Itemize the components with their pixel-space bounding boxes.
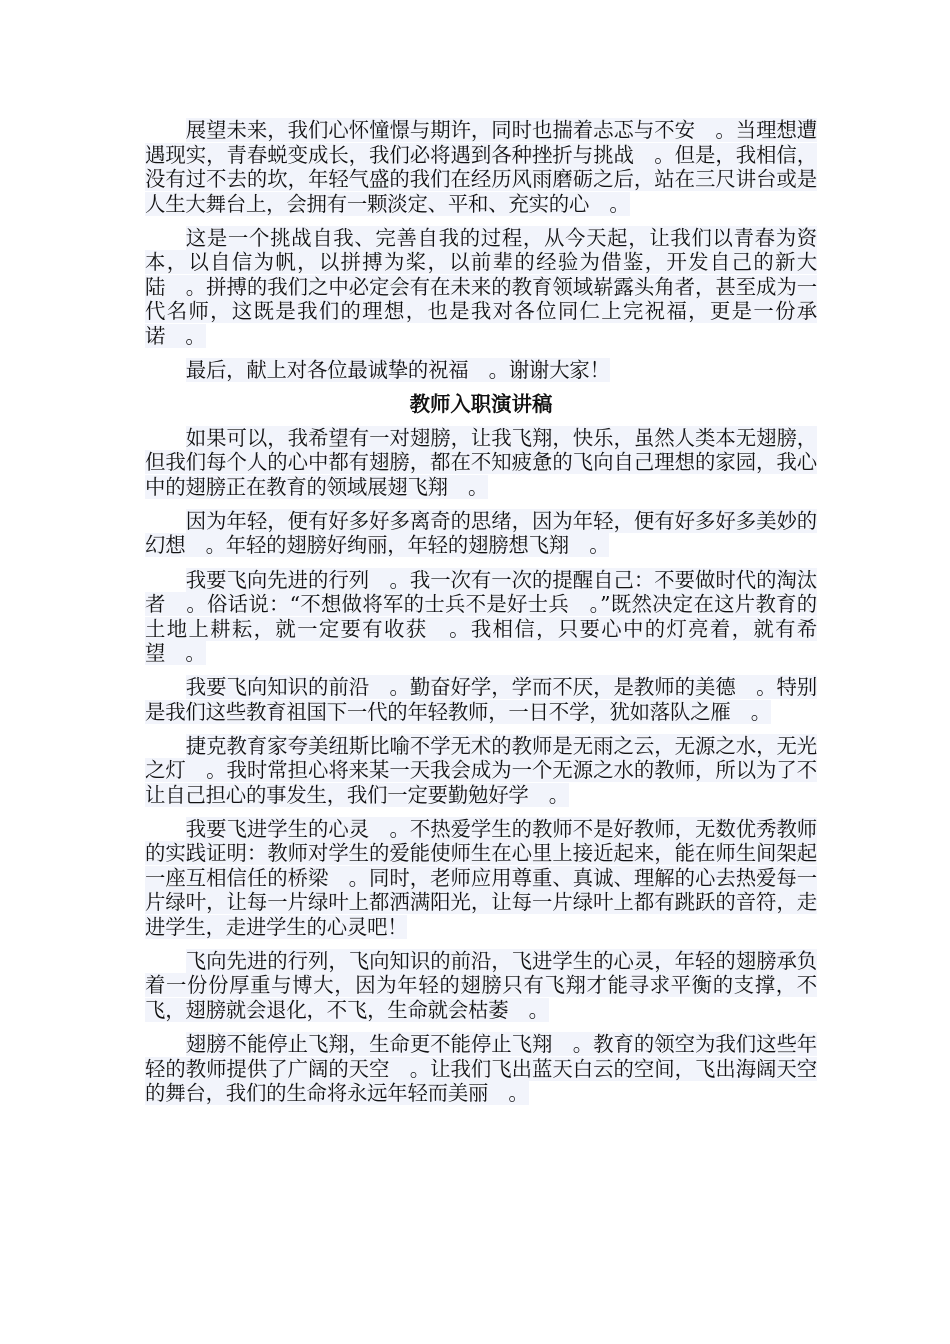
paragraph-text: 这是一个挑战自我、完善自我的过程，从今天起，让我们以青春为资本，以自信为帆，以拼搏为桨，以前辈的经验为借鉴，开发自己的新大陆 。拼搏的我们之中必定会有在未来的教育领域崭露头角者，甚至成为一代名师，这既是我们的理想，也是我对各位同仁上完祝福，更是一份承诺 。 [145, 225, 817, 348]
paragraph-students-hearts [145, 817, 817, 940]
paragraph-wings [145, 426, 817, 500]
paragraph-text: 我要飞向知识的前沿 。勤奋好学，学而不厌，是教师的美德 。特别是我们这些教育祖国下一代的年轻教师，一日不学，犹如落队之雁 。 [145, 675, 817, 724]
paragraph-text: 如果可以，我希望有一对翅膀，让我飞翔，快乐，虽然人类本无翅膀，但我们每个人的心中都有翅膀，都在不知疲惫的飞向自己理想的家园，我心中的翅膀正在教育的领域展翅飞翔 。 [145, 425, 817, 499]
paragraph-advanced-ranks [145, 568, 817, 666]
paragraph-text: 翅膀不能停止飞翔，生命更不能停止飞翔 。教育的领空为我们这些年轻的教师提供了广阔的天空 。让我们飞出蓝天白云的空间，飞出海阔天空的舞台，我们的生命将永远年轻而美丽 。 [145, 1032, 817, 1106]
speech-title: 教师入职演讲稿 [409, 391, 553, 416]
paragraph-knowledge-frontier [145, 675, 817, 724]
paragraph-outlook [145, 118, 817, 216]
paragraph-text: 我要飞进学生的心灵 。不热爱学生的教师不是好教师，无数优秀教师的实践证明：教师对学生的爱能使师生在心里上接近起来，能在师生间架起一座互相信任的桥梁 。同时，老师应用尊重、真诚、理解的心去热爱每一片绿叶，让每一片绿叶上都洒满阳光，让每一片绿叶上都有跳跃的音符，走进学生，走进学生的心灵吧！ [145, 816, 817, 939]
document-page [145, 118, 817, 1115]
paragraph-text: 飞向先进的行列，飞向知识的前沿，飞进学生的心灵，年轻的翅膀承负着一份份厚重与博大，因为年轻的翅膀只有飞翔才能寻求平衡的支撑，不飞，翅膀就会退化，不飞，生命就会枯萎 。 [145, 948, 817, 1022]
paragraph-text: 我要飞向先进的行列 。我一次有一次的提醒自己：不要做时代的淘汰者 。俗话说：“不想做将军的士兵不是好士兵 。”既然决定在这片教育的土地上耕耘，就一定要有收获 。我相信，只要心中的灯亮着，就有希望 。 [145, 567, 817, 666]
paragraph-challenge [145, 226, 817, 349]
paragraph-text: 展望未来，我们心怀憧憬与期许，同时也揣着忐忑与不安 。当理想遭遇现实，青春蜕变成长，我们必将遇到各种挫折与挑战 。但是，我相信，没有过不去的坎，年轻气盛的我们在经历风雨磨砺之后，站在三尺讲台或是人生大舞台上，会拥有一颗淡定、平和、充实的心 。 [145, 118, 817, 216]
paragraph-text: 捷克教育家夸美纽斯比喻不学无术的教师是无雨之云，无源之水，无光之灯 。我时常担心将来某一天我会成为一个无源之水的教师，所以为了不让自己担心的事发生，我们一定要勤勉好学 。 [145, 733, 817, 807]
paragraph-summary [145, 949, 817, 1023]
paragraph-text: 因为年轻，便有好多好多离奇的思绪，因为年轻，便有好多好多美妙的幻想 。年轻的翅膀好绚丽，年轻的翅膀想飞翔 。 [145, 508, 817, 558]
paragraph-youth [145, 509, 817, 558]
paragraph-text: 最后，献上对各位最诚挚的祝福 。谢谢大家！ [185, 357, 610, 382]
paragraph-comenius [145, 734, 817, 808]
paragraph-never-stop [145, 1032, 817, 1106]
paragraph-closing-thanks [145, 358, 817, 383]
